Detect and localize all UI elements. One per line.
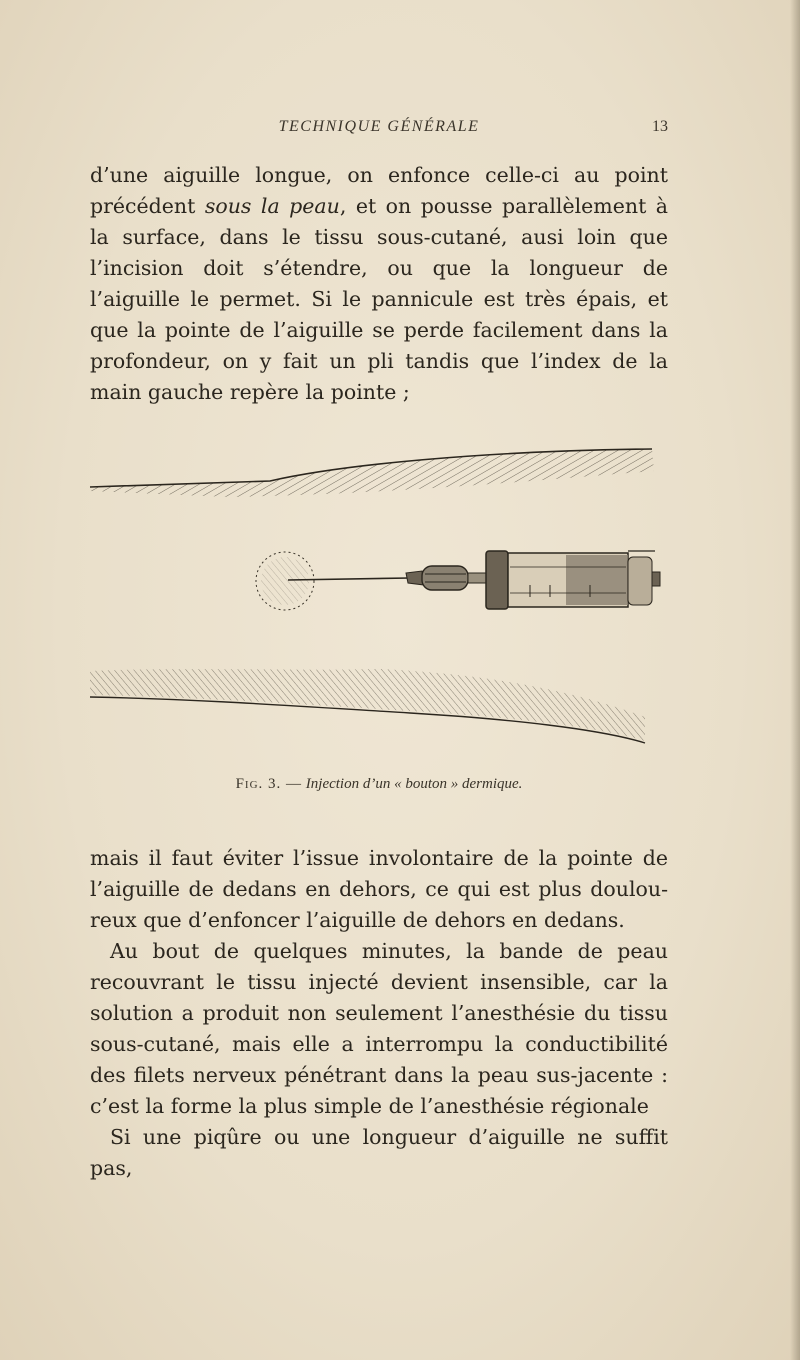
italic-phrase: sous la peau [204, 194, 340, 218]
skin-section-top [90, 449, 654, 497]
running-title: TECHNIQUE GÉNÉRALE [278, 118, 480, 135]
figure-illustration [80, 435, 680, 755]
dermal-bouton [256, 552, 314, 610]
page-number: 13 [652, 118, 668, 135]
syringe [288, 551, 660, 609]
paragraph-last: Si une piqûre ou une longueur d’aiguille ne suffit pas, [90, 1125, 668, 1180]
bottom-text [90, 843, 668, 1184]
skin-section-bottom [90, 669, 645, 743]
caption-title: Injection d’un « bouton » dermique. [305, 776, 523, 792]
text-run: , et on pousse parallèlement à la surface, dans le tissu sous-cutané, ausi loin que l’incision doit s’étendre, ou que la longueur de l’aiguille le permet. Si le pannicule est très épais, et que la pointe de l’aiguille se perde facilement dans la profondeur, on y fait un pli tandis que l’index de la main gauche repère la pointe ; [90, 194, 669, 404]
paragraph-continuation: mais il faut éviter l’issue involontaire de la pointe de l’aiguille de dedans en dehors, ce qui est plus doulou-reux que d’enfoncer l’aiguille de dehors en dedans. [90, 846, 668, 932]
paragraph-anesthesia: Au bout de quelques minutes, la bande de peau recouvrant le tissu injecté devient insensible, car la solution a produit non seulement l’anesthésie du tissu sous-cutané, mais elle a interrompu la conductibilité des filets nerveux pénétrant dans la peau sus-jacente : c’est la forme la plus simple de l’anesthésie régionale [90, 939, 668, 1118]
figure-caption [90, 776, 668, 793]
caption-label: Fig. 3. — [235, 776, 303, 792]
text-run: d’une aiguille longue, on enfonce celle-ci au point précédent [90, 163, 668, 218]
page-edge-shadow [790, 0, 800, 1360]
running-head [90, 118, 668, 144]
top-paragraph [90, 160, 668, 408]
paragraph-text [90, 160, 668, 408]
